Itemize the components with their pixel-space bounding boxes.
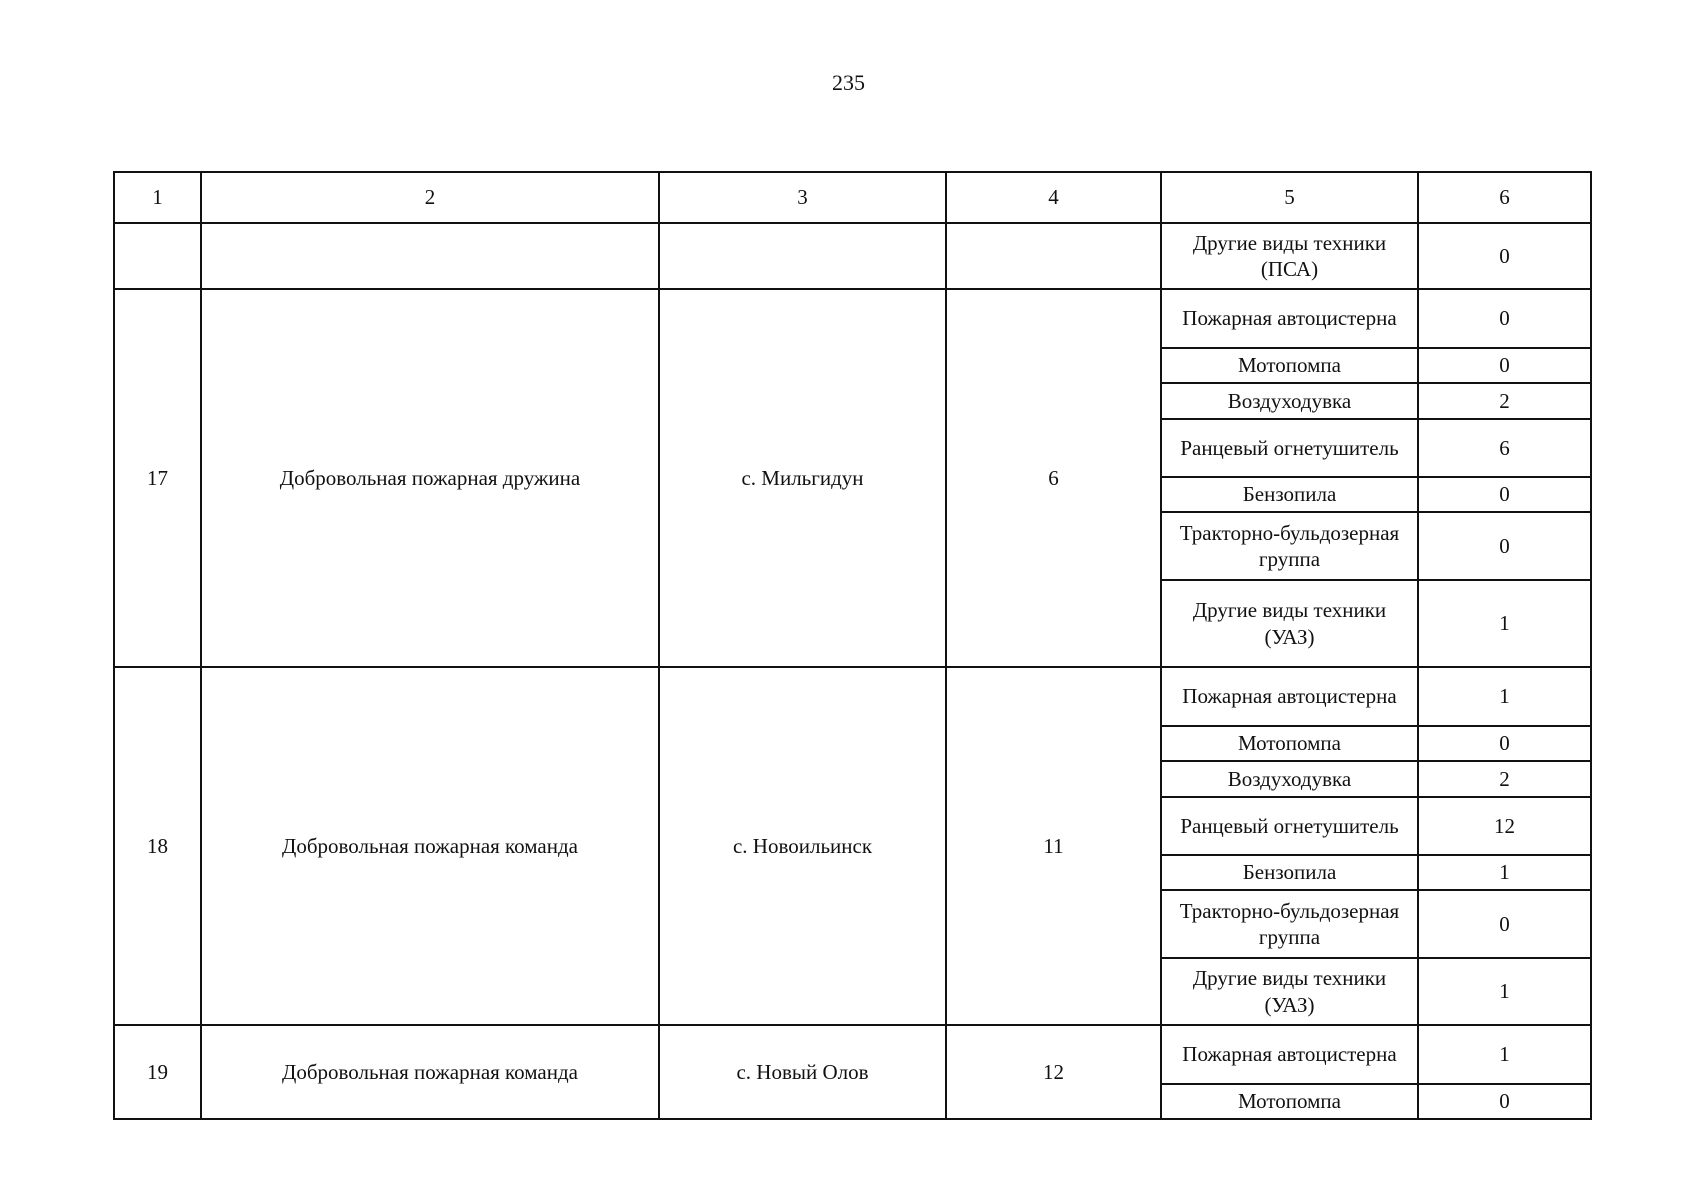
equipment-count-cell: 0: [1418, 1084, 1591, 1119]
page-number: 235: [832, 70, 865, 95]
unit-cell: [201, 223, 659, 289]
unit-cell: Добровольная пожарная дружина: [201, 289, 659, 667]
equipment-name-cell: Ранцевый огнетушитель: [1161, 797, 1418, 855]
equipment-name-cell: Бензопила: [1161, 477, 1418, 512]
column-number-cell: 6: [1418, 172, 1591, 223]
equipment-name-cell: Ранцевый огнетушитель: [1161, 419, 1418, 477]
equipment-count-cell: 1: [1418, 580, 1591, 667]
column-number-cell: 3: [659, 172, 946, 223]
equipment-name-cell: Тракторно-бульдозерная группа: [1161, 512, 1418, 580]
equipment-count-cell: 1: [1418, 855, 1591, 890]
equipment-name-cell: Пожарная автоцистерна: [1161, 289, 1418, 348]
equipment-name-cell: Тракторно-бульдозерная группа: [1161, 890, 1418, 958]
staff-cell: 12: [946, 1025, 1161, 1119]
equipment-count-cell: 2: [1418, 383, 1591, 419]
staff-cell: [946, 223, 1161, 289]
table-body: [114, 172, 1591, 1119]
equipment-count-cell: 12: [1418, 797, 1591, 855]
equipment-count-cell: 0: [1418, 726, 1591, 761]
equipment-table: [113, 171, 1592, 1120]
equipment-count-cell: 1: [1418, 1025, 1591, 1084]
number-cell: [114, 223, 201, 289]
location-cell: с. Новоильинск: [659, 667, 946, 1025]
equipment-name-cell: Мотопомпа: [1161, 348, 1418, 383]
unit-cell: Добровольная пожарная команда: [201, 667, 659, 1025]
continuation-row: [114, 223, 1591, 289]
equipment-count-cell: 0: [1418, 512, 1591, 580]
number-cell: 18: [114, 667, 201, 1025]
equipment-name-cell: Пожарная автоцистерна: [1161, 667, 1418, 726]
equipment-count-cell: 1: [1418, 667, 1591, 726]
equipment-name-cell: Бензопила: [1161, 855, 1418, 890]
column-number-cell: 4: [946, 172, 1161, 223]
number-cell: 17: [114, 289, 201, 667]
location-cell: [659, 223, 946, 289]
equipment-name-cell: Мотопомпа: [1161, 1084, 1418, 1119]
equipment-count-cell: 0: [1418, 890, 1591, 958]
equipment-count-cell: 0: [1418, 289, 1591, 348]
column-number-cell: 5: [1161, 172, 1418, 223]
equipment-count-cell: 6: [1418, 419, 1591, 477]
equipment-name-cell: Пожарная автоцистерна: [1161, 1025, 1418, 1084]
column-number-row: [114, 172, 1591, 223]
equipment-name-cell: Другие виды техники (УАЗ): [1161, 958, 1418, 1025]
number-cell: 19: [114, 1025, 201, 1119]
equipment-name-cell: Мотопомпа: [1161, 726, 1418, 761]
equipment-name-cell: Воздуходувка: [1161, 761, 1418, 797]
staff-cell: 6: [946, 289, 1161, 667]
equipment-count-cell: 1: [1418, 958, 1591, 1025]
table-row: [114, 667, 1591, 726]
table-row: [114, 289, 1591, 348]
equipment-name-cell: Воздуходувка: [1161, 383, 1418, 419]
equipment-name-cell: Другие виды техники (ПСА): [1161, 223, 1418, 289]
column-number-cell: 1: [114, 172, 201, 223]
column-number-cell: 2: [201, 172, 659, 223]
equipment-count-cell: 0: [1418, 348, 1591, 383]
equipment-name-cell: Другие виды техники (УАЗ): [1161, 580, 1418, 667]
equipment-count-cell: 2: [1418, 761, 1591, 797]
location-cell: с. Мильгидун: [659, 289, 946, 667]
equipment-count-cell: 0: [1418, 477, 1591, 512]
staff-cell: 11: [946, 667, 1161, 1025]
table-row: [114, 1025, 1591, 1084]
unit-cell: Добровольная пожарная команда: [201, 1025, 659, 1119]
location-cell: с. Новый Олов: [659, 1025, 946, 1119]
equipment-count-cell: 0: [1418, 223, 1591, 289]
